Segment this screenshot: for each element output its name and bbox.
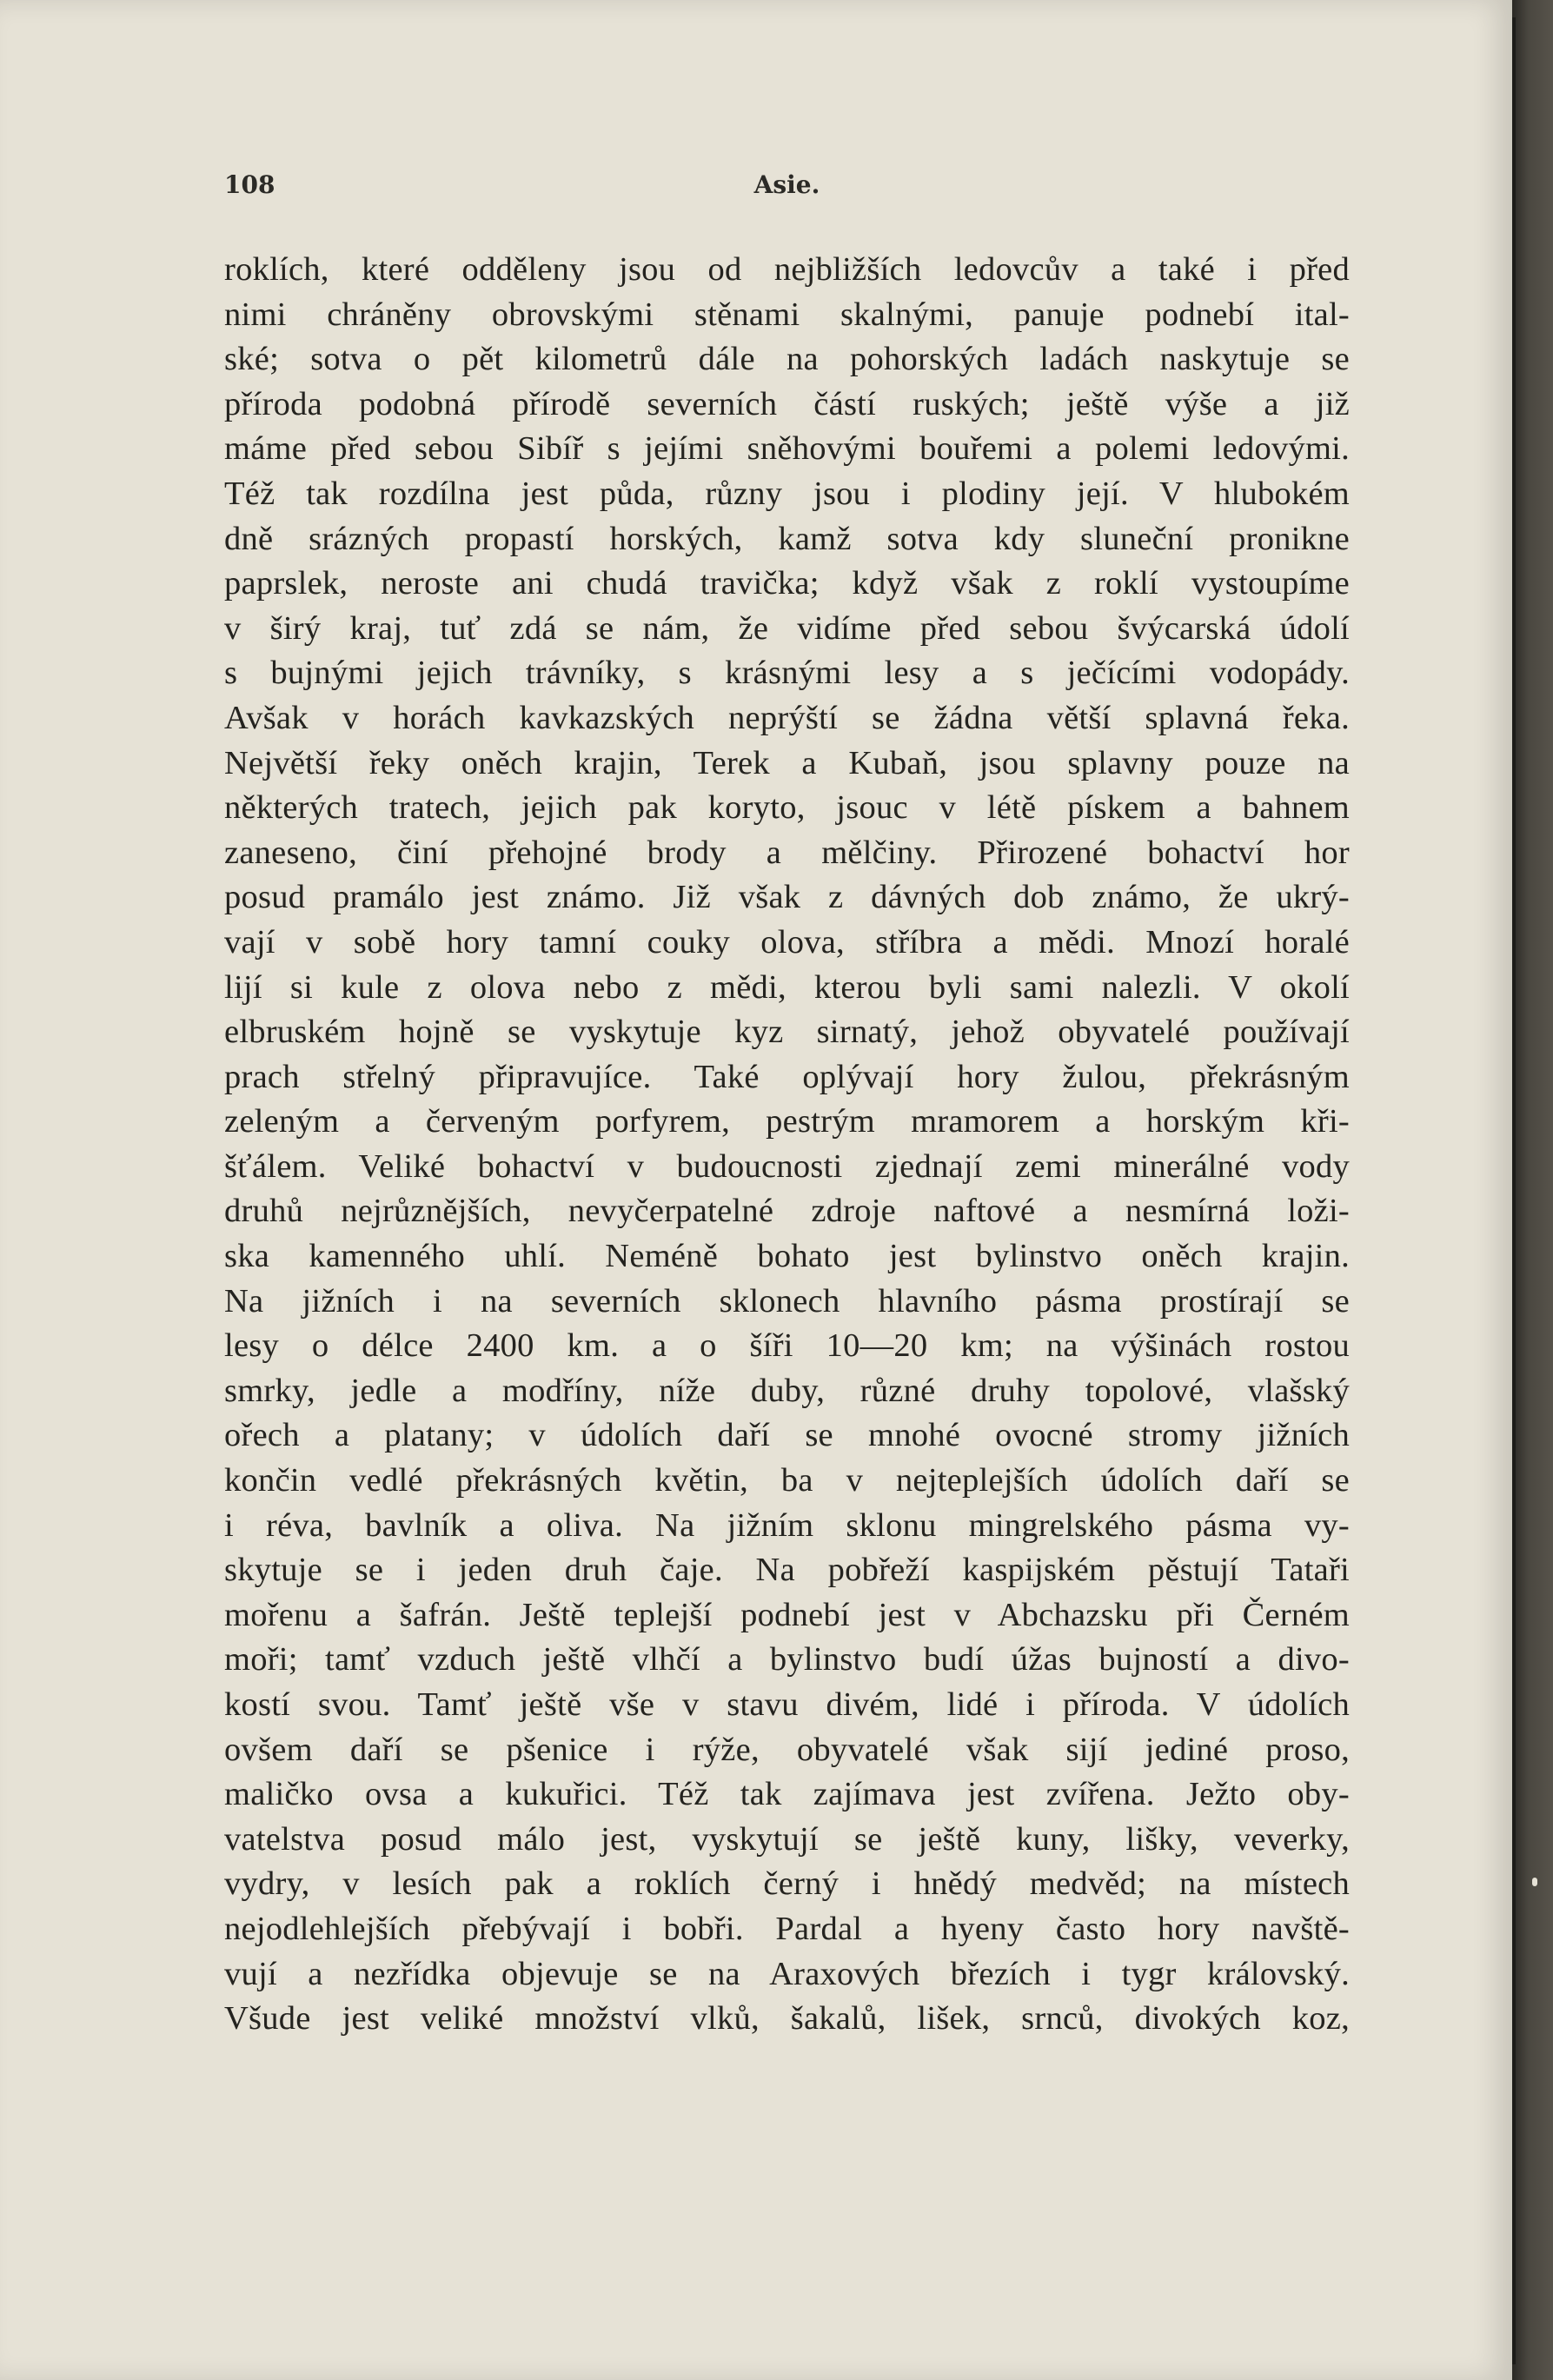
body-text bbox=[224, 248, 1350, 2042]
text-line: roklích, které odděleny jsou od nejbližších ledovcův a také i před bbox=[224, 251, 1350, 288]
page-number: 108 bbox=[224, 170, 275, 199]
edge-speck bbox=[1532, 1878, 1537, 1886]
text-line: v širý kraj, tuť zdá se nám, že vidíme před sebou švýcarská údolí bbox=[224, 609, 1350, 647]
text-line: zaneseno, činí přehojné brody a mělčiny. Přirozené bohactví hor bbox=[224, 834, 1350, 871]
text-line: prach střelný připravujíce. Také oplývají hory žulou, překrásným bbox=[224, 1058, 1350, 1095]
text-line: maličko ovsa a kukuřici. Též tak zajímava jest zvířena. Ježto oby- bbox=[224, 1776, 1350, 1813]
text-line: nejodlehlejších přebývají i bobři. Pardal a hyeny často hory navště- bbox=[224, 1910, 1350, 1947]
text-line: ořech a platany; v údolích daří se mnohé ovocné stromy jižních bbox=[224, 1417, 1350, 1454]
text-line: vatelstva posud málo jest, vyskytují se ještě kuny, lišky, veverky, bbox=[224, 1820, 1350, 1858]
text-line: příroda podobná přírodě severních částí ruských; ještě výše a již bbox=[224, 385, 1350, 422]
text-line: skytuje se i jeden druh čaje. Na pobřeží kaspijském pěstují Tataři bbox=[224, 1552, 1350, 1589]
text-line: šťálem. Veliké bohactví v budoucnosti zjednají zemi minerálné vody bbox=[224, 1147, 1350, 1185]
text-line: vají v sobě hory tamní couky olova, stříbra a mědi. Mnozí horalé bbox=[224, 923, 1350, 961]
page-edge-line bbox=[1512, 17, 1516, 2364]
text-line: zeleným a červeným porfyrem, pestrým mramorem a horským kři- bbox=[224, 1103, 1350, 1140]
text-line: Avšak v horách kavkazských neprýští se žádna větší splavná řeka. bbox=[224, 699, 1350, 736]
text-line: mořenu a šafrán. Ještě teplejší podnebí jest v Abchazsku při Černém bbox=[224, 1596, 1350, 1633]
running-title: Asie. bbox=[753, 170, 820, 199]
text-line: kostí svou. Tamť ještě vše v stavu divém, lidé i příroda. V údolích bbox=[224, 1686, 1350, 1723]
text-line: druhů nejrůznějších, nevyčerpatelné zdroje naftové a nesmírná loži- bbox=[224, 1193, 1350, 1230]
text-line: posud pramálo jest známo. Již však z dávných dob známo, že ukrý- bbox=[224, 879, 1350, 916]
text-line: některých tratech, jejich pak koryto, jsouc v létě pískem a bahnem bbox=[224, 789, 1350, 827]
text-line: dně srázných propastí horských, kamž sotva kdy sluneční pronikne bbox=[224, 520, 1350, 557]
text-line: nimi chráněny obrovskými stěnami skalnými, panuje podnebí ital- bbox=[224, 296, 1350, 333]
text-line: končin vedlé překrásných květin, ba v nejteplejších údolích daří se bbox=[224, 1462, 1350, 1499]
text-line: Všude jest veliké množství vlků, šakalů, lišek, srnců, divokých koz, bbox=[224, 2000, 1350, 2038]
text-line: vydry, v lesích pak a roklích černý i hnědý medvěd; na místech bbox=[224, 1865, 1350, 1903]
text-line: Též tak rozdílna jest půda, různy jsou i plodiny její. V hlubokém bbox=[224, 475, 1350, 512]
text-line: lijí si kule z olova nebo z mědi, kterou byli sami nalezli. V okolí bbox=[224, 968, 1350, 1006]
text-line: i réva, bavlník a oliva. Na jižním sklonu mingrelského pásma vy- bbox=[224, 1506, 1350, 1544]
text-line: s bujnými jejich trávníky, s krásnými lesy a s ječícími vodopády. bbox=[224, 655, 1350, 692]
text-line: paprslek, neroste ani chudá travička; když však z roklí vystoupíme bbox=[224, 565, 1350, 602]
book-edge bbox=[1512, 0, 1553, 2380]
text-line: vují a nezřídka objevuje se na Araxových březích i tygr královský. bbox=[224, 1955, 1350, 1992]
text-line: máme před sebou Sibíř s jejími sněhovými bouřemi a polemi ledovými. bbox=[224, 430, 1350, 468]
text-line: moři; tamť vzduch ještě vlhčí a bylinstvo budí úžas bujností a divo- bbox=[224, 1641, 1350, 1679]
text-line: Na jižních i na severních sklonech hlavního pásma prostírají se bbox=[224, 1282, 1350, 1320]
running-head bbox=[224, 170, 1350, 205]
text-line: Největší řeky oněch krajin, Terek a Kubaň, jsou splavny pouze na bbox=[224, 744, 1350, 781]
text-line: ské; sotva o pět kilometrů dále na pohorských ladách naskytuje se bbox=[224, 341, 1350, 378]
text-line: elbruském hojně se vyskytuje kyz sirnatý, jehož obyvatelé používají bbox=[224, 1014, 1350, 1051]
text-line: ska kamenného uhlí. Neméně bohato jest bylinstvo oněch krajin. bbox=[224, 1238, 1350, 1275]
text-line: smrky, jedle a modříny, níže duby, různé druhy topolové, vlašský bbox=[224, 1372, 1350, 1409]
text-line: lesy o délce 2400 km. a o šíři 10—20 km; na výšinách rostou bbox=[224, 1327, 1350, 1365]
text-line: ovšem daří se pšenice i rýže, obyvatelé však sijí jediné proso, bbox=[224, 1731, 1350, 1768]
